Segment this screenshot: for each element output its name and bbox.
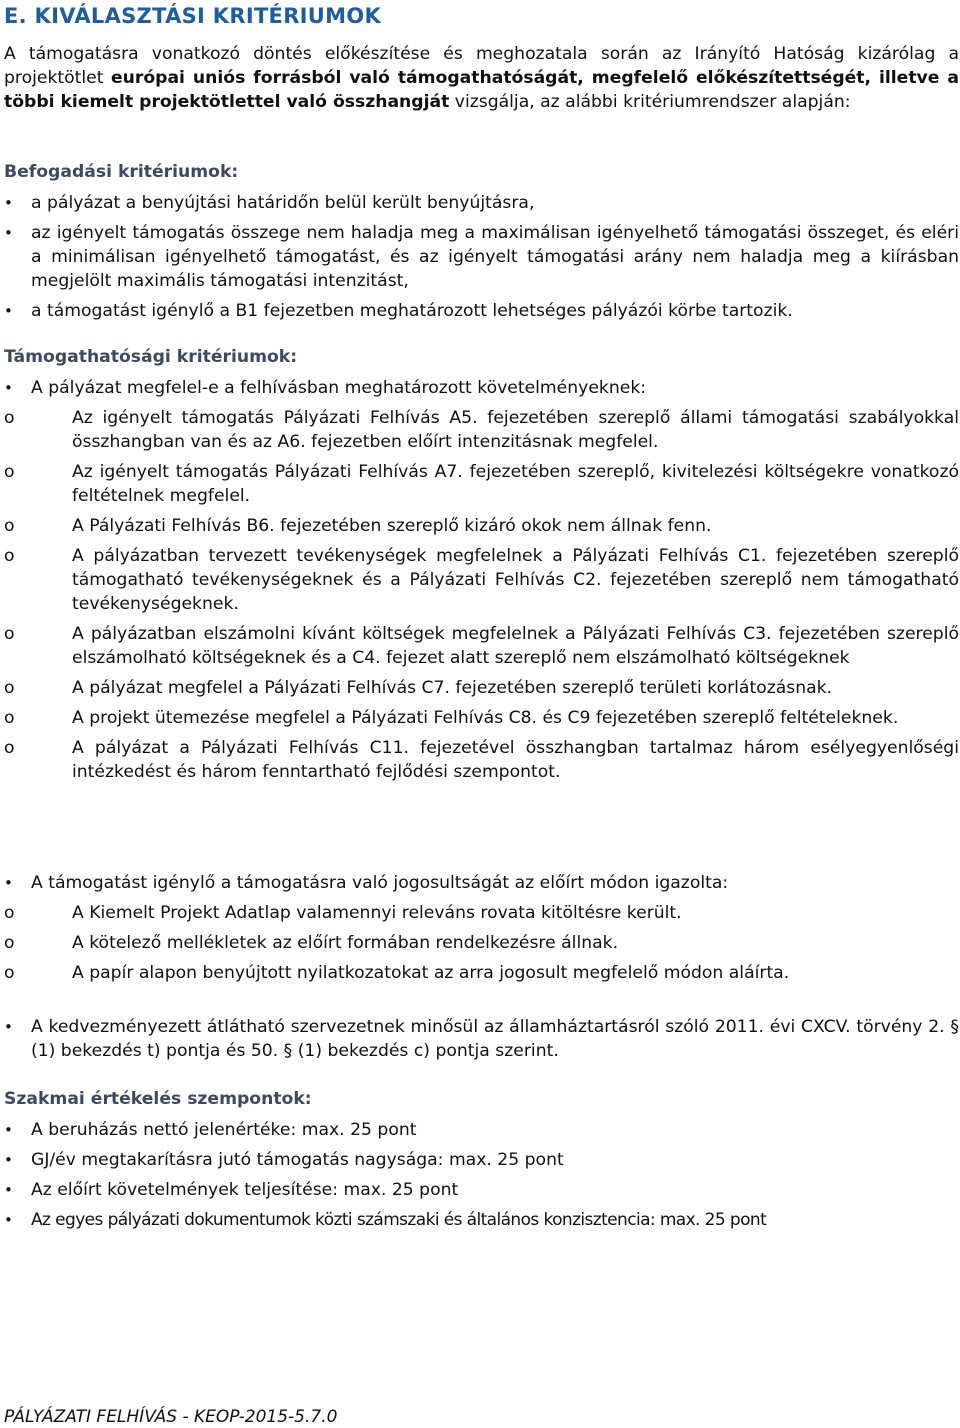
sub-list-item (4, 460, 959, 508)
sub-list-text: A pályázatban elszámolni kívánt költségek megfelelnek a Pályázati Felhívás C3. fejezetében szereplő elszámolható költségeknek és a C4. fejezet alatt szereplő nem elszámolható költségeknek (72, 624, 959, 668)
list-item: • a támogatást igénylő a B1 fejezetben meghatározott lehetséges pályázói körbe tartozik. (4, 299, 959, 323)
intro-text-1: A támogatásra vonatkozó döntés előkészítése és meghozatala során az Irányító Hatóság kizárólag a projektötlet (4, 44, 959, 88)
sub-list-item (4, 514, 959, 538)
group-label: • A pályázat megfelel-e a felhívásban meghatározott követelményeknek: (4, 376, 959, 400)
sub-list-text: A projekt ütemezése megfelel a Pályázati Felhívás C8. és C9 fejezetében szereplő feltételeknek. (72, 708, 899, 728)
sub-list-text: Az igényelt támogatás Pályázati Felhívás A7. fejezetében szereplő, kivitelezési költségekre vonatkozó feltételnek megfelel. (72, 462, 959, 506)
intro-paragraph (4, 42, 959, 114)
sub-list-text: A pályázat a Pályázati Felhívás C11. fejezetével összhangban tartalmaz három esélyegyenlőségi intézkedést és három fenntartható fejlődési szempontot. (72, 738, 959, 782)
sub-bullet-icon: o (4, 738, 15, 758)
list-item: • Az egyes pályázati dokumentumok közti számszaki és általános konzisztencia: max. 25 pont (4, 1208, 959, 1232)
list-item: • az igényelt támogatás összege nem haladja meg a maximálisan igényelhető támogatási összeget, és eléri a minimálisan igényelhető támogatást, és az igényelt támogatási arány nem haladja meg a kiírásban megjelölt maximális támogatási intenzitást, (4, 221, 959, 293)
sub-bullet-icon: o (4, 678, 15, 698)
sub-bullet-icon: o (4, 408, 15, 428)
sub-list-item (4, 622, 959, 670)
sub-list-item (4, 901, 959, 925)
sub-list-item (4, 544, 959, 616)
list-item: • GJ/év megtakarításra jutó támogatás nagysága: max. 25 pont (4, 1148, 959, 1172)
befogadasi-heading: Befogadási kritériumok: (4, 162, 239, 182)
sub-list-item (4, 706, 959, 730)
intro-text-2: vizsgálja, az alábbi kritériumrendszer alapján: (449, 92, 851, 112)
page-footer: PÁLYÁZATI FELHÍVÁS - KEOP-2015-5.7.0 (4, 1407, 338, 1427)
sub-list-text: A kötelező mellékletek az előírt formában rendelkezésre állnak. (72, 933, 619, 953)
sub-bullet-icon: o (4, 963, 15, 983)
section-heading: E. KIVÁLASZTÁSI KRITÉRIUMOK (4, 4, 382, 28)
sub-bullet-icon: o (4, 462, 15, 482)
sub-bullet-icon: o (4, 546, 15, 566)
sub-list-text: A Kiemelt Projekt Adatlap valamennyi releváns rovata kitöltésre került. (72, 903, 682, 923)
tamogathatosagi-group-2 (4, 871, 959, 985)
sub-list-item (4, 676, 959, 700)
sub-bullet-icon: o (4, 708, 15, 728)
sub-bullet-icon: o (4, 624, 15, 644)
sub-list-text: A Pályázati Felhívás B6. fejezetében szereplő kizáró okok nem állnak fenn. (72, 516, 712, 536)
sub-list-text: A pályázat megfelel a Pályázati Felhívás C7. fejezetében szereplő területi korlátozásnak. (72, 678, 833, 698)
szakmai-list (4, 1118, 959, 1232)
szakmai-heading: Szakmai értékelés szempontok: (4, 1089, 312, 1109)
sub-bullet-icon: o (4, 933, 15, 953)
tamogathatosagi-group-1 (4, 376, 959, 784)
tamogathatosagi-group-3 (4, 1015, 959, 1063)
befogadasi-list (4, 191, 959, 323)
sub-bullet-icon: o (4, 516, 15, 536)
list-item: • Az előírt követelmények teljesítése: max. 25 pont (4, 1178, 959, 1202)
sub-list-text: Az igényelt támogatás Pályázati Felhívás A5. fejezetében szereplő állami támogatási szabályokkal összhangban van és az A6. fejezetben előírt intenzitásnak megfelel. (72, 408, 959, 452)
sub-list-text: A pályázatban tervezett tevékenységek megfelelnek a Pályázati Felhívás C1. fejezetében szereplő támogatható tevékenységeknek és a Pályázati Felhívás C2. fejezetében szereplő nem támogatható tevékenységeknek. (72, 546, 959, 614)
sub-list-item (4, 736, 959, 784)
list-item: • a pályázat a benyújtási határidőn belül került benyújtásra, (4, 191, 959, 215)
tamogathatosagi-heading: Támogathatósági kritériumok: (4, 347, 298, 367)
group-label: • A kedvezményezett átlátható szervezetnek minősül az államháztartásról szóló 2011. évi CXCV. törvény 2. § (1) bekezdés t) pontja és 50. § (1) bekezdés c) pontja szerint. (4, 1015, 959, 1063)
list-item: • A beruházás nettó jelenértéke: max. 25 pont (4, 1118, 959, 1142)
group-label: • A támogatást igénylő a támogatásra való jogosultságát az előírt módon igazolta: (4, 871, 959, 895)
sub-list-item (4, 961, 959, 985)
sub-bullet-icon: o (4, 903, 15, 923)
intro-bold-text: európai uniós forrásból való támogathatóságát, megfelelő előkészítettségét, illetve a többi kiemelt projektötlettel való összhangját (4, 68, 959, 112)
sub-list-item (4, 931, 959, 955)
sub-list-item (4, 406, 959, 454)
sub-list-text: A papír alapon benyújtott nyilatkozatokat az arra jogosult megfelelő módon aláírta. (72, 963, 790, 983)
